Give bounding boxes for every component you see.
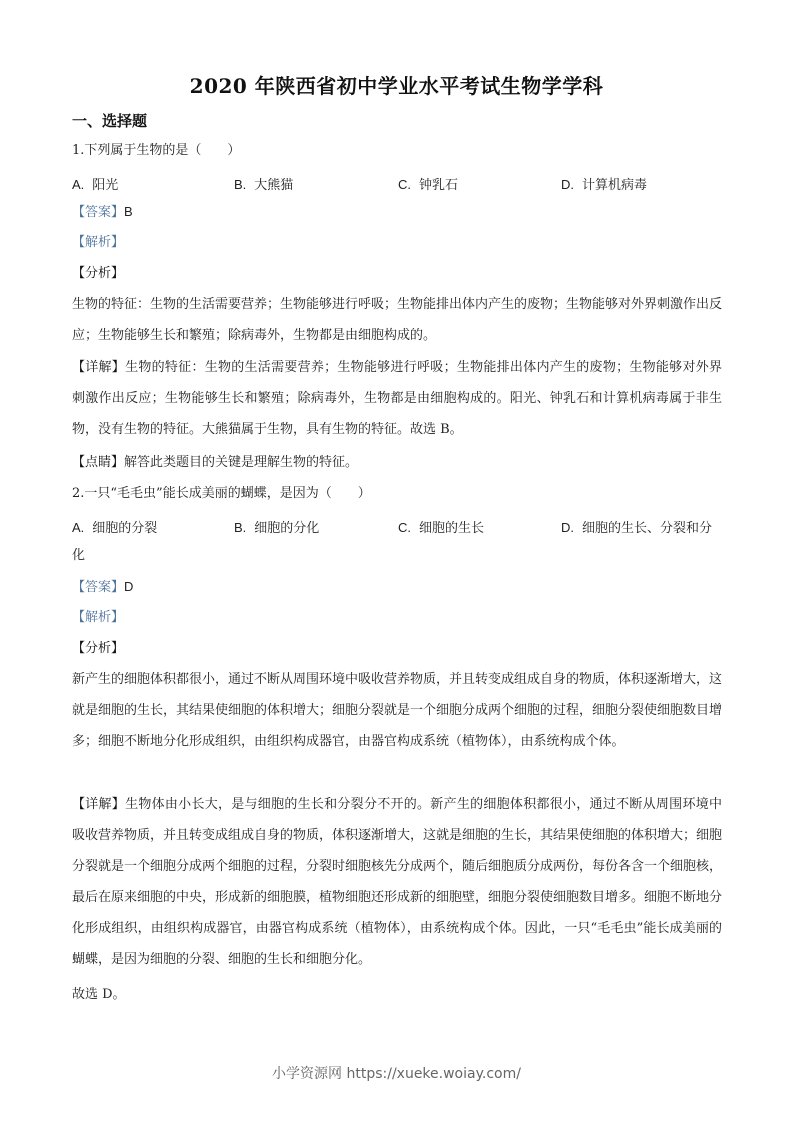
option-letter: D.: [561, 177, 574, 192]
q2-option-c: [398, 517, 484, 536]
explain-label: 【解析】: [72, 235, 125, 250]
detail-label: 【详解】: [72, 797, 126, 812]
q1-answer: [72, 204, 133, 221]
answer-label: 【答案】: [72, 580, 125, 595]
q2-option-d-wrap: 化: [72, 548, 86, 563]
q2-explain-label: [72, 610, 124, 626]
q1-option-c: [398, 174, 458, 193]
tip-text: 解答此类题目的关键是理解生物的特征。: [124, 455, 359, 470]
q2-conclusion: 故选 D。: [72, 987, 126, 1002]
tip-label: 【点睛】: [72, 455, 125, 470]
option-letter: C.: [398, 520, 411, 535]
q2-analysis-text: 新产生的细胞体积都很小，通过不断从周围环境中吸收营养物质，并且转变成组成自身的物质，体积逐渐增大，这就是细胞的生长，其结果使细胞的体积增大；细胞分裂就是一个细胞分成两个细胞的过程，细胞分裂使细胞数目增多；细胞不断地分化形成组织，由组织构成器官，由器官构成系统（植物体），由系统构成个体。: [72, 672, 723, 749]
option-text: 细胞的生长、分裂和分: [582, 521, 713, 536]
explain-label: 【解析】: [72, 610, 125, 625]
q1-option-d: [561, 174, 647, 193]
option-text: 计算机病毒: [582, 178, 648, 193]
answer-value: B: [124, 204, 133, 219]
q1-analysis-text: 生物的特征：生物的生活需要营养；生物能够进行呼吸；生物能排出体内产生的废物；生物能够对外界刺激作出反应；生物能够生长和繁殖；除病毒外，生物都是由细胞构成的。: [72, 297, 723, 343]
q2-option-d: [561, 517, 712, 536]
q2-option-b: [234, 517, 319, 536]
answer-value: D: [124, 579, 134, 594]
q2-answer: [72, 579, 133, 596]
q1-analysis-label: [72, 266, 124, 282]
option-text: 钟乳石: [419, 178, 459, 193]
q2-detail: [72, 789, 722, 975]
q2-analysis-label: [72, 641, 124, 657]
question-2-stem: 2.一只“毛毛虫”能长成美丽的蝴蝶，是因为（ ）: [72, 486, 371, 501]
option-text: 细胞的生长: [419, 521, 485, 536]
detail-label: 【详解】: [72, 360, 126, 375]
option-letter: A.: [72, 520, 85, 535]
q2-option-a: [72, 517, 157, 536]
document-title: 2020 年陕西省初中学业水平考试生物学学科: [189, 74, 604, 98]
detail-text: 生物的特征：生物的生活需要营养；生物能够进行呼吸；生物能排出体内产生的废物；生物能够对外界刺激作出反应；生物能够生长和繁殖；除病毒外，生物都是由细胞构成的。阳光、钟乳石和计算机病毒属于非生物，没有生物的特征。大熊猫属于生物，具有生物的特征。故选 B。: [72, 360, 722, 437]
q1-tip: [72, 455, 358, 471]
q1-option-b: [234, 174, 293, 193]
option-text: 阳光: [92, 178, 119, 193]
option-letter: D.: [561, 520, 574, 535]
option-letter: B.: [234, 177, 247, 192]
analysis-label: 【分析】: [72, 641, 125, 656]
q1-detail: [72, 352, 722, 445]
q1-explain-label: [72, 235, 124, 251]
analysis-label: 【分析】: [72, 266, 125, 281]
section-heading: 一、选择题: [72, 112, 148, 130]
option-text: 细胞的分化: [254, 521, 320, 536]
option-text: 细胞的分裂: [92, 521, 158, 536]
option-letter: B.: [234, 520, 247, 535]
question-1-stem: 1.下列属于生物的是（ ）: [72, 143, 241, 158]
option-letter: C.: [398, 177, 411, 192]
footer-watermark: 小学资源网 https://xueke.woiay.com/: [272, 1066, 521, 1082]
answer-label: 【答案】: [72, 205, 125, 220]
option-text: 大熊猫: [254, 178, 294, 193]
q1-option-a: [72, 174, 118, 193]
detail-text: 生物体由小长大，是与细胞的生长和分裂分不开的。新产生的细胞体积都很小，通过不断从周围环境中吸收营养物质，并且转变成组成自身的物质，体积逐渐增大，这就是细胞的生长，其结果使细胞的体积增大；细胞分裂就是一个细胞分成两个细胞的过程，分裂时细胞核先分成两个，随后细胞质分成两份，每份各含一个细胞核，最后在原来细胞的中央，形成新的细胞膜，植物细胞还形成新的细胞壁，细胞分裂使细胞数目增多。细胞不断地分化形成组织，由组织构成器官，由器官构成系统（植物体），由系统构成个体。因此，一只“毛毛虫”能长成美丽的蝴蝶，是因为细胞的分裂、细胞的生长和细胞分化。: [72, 797, 723, 967]
option-letter: A.: [72, 177, 85, 192]
